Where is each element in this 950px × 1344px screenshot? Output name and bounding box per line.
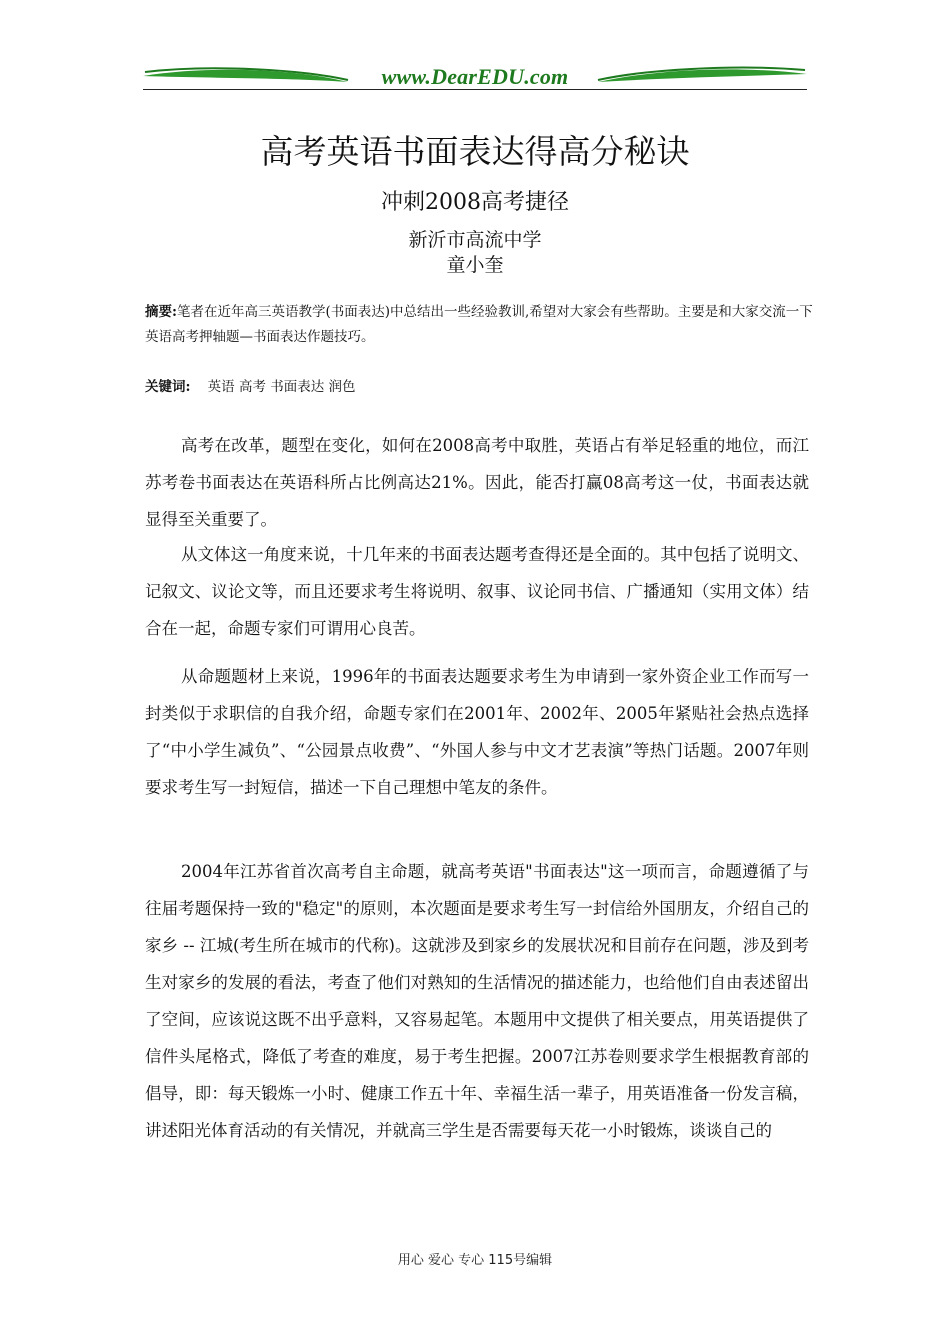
keywords-text: 英语 高考 书面表达 润色 — [207, 379, 356, 395]
header-divider — [143, 89, 807, 90]
keywords-label: 关键词: — [145, 379, 191, 395]
author-name: 童小奎 — [446, 254, 504, 276]
site-url: www.DearEDU.com — [381, 64, 569, 89]
body-paragraph: 从命题题材上来说，1996年的书面表达题要求考生为申请到一家外资企业工作而写一封类似于求职信的自我介绍，命题专家们在2001年、2002年、2005年紧贴社会热点选择了“中小学生减负”、“公园景点收费”、“外国人参与中文才艺表演”等热门话题。2007年则要求考生写一封短信，描述一下自己理想中笔友的条件。 — [145, 667, 809, 797]
body-paragraph: 从文体这一角度来说，十几年来的书面表达题考查得还是全面的。其中包括了说明文、记叙文、议论文等，而且还要求考生将说明、叙事、议论同书信、广播通知（实用文体）结合在一起，命题专家们可谓用心良苦。 — [145, 545, 809, 638]
body-paragraph: 高考在改革，题型在变化，如何在2008高考中取胜，英语占有举足轻重的地位，而江苏考卷书面表达在英语科所占比例高达21%。因此，能否打赢08高考这一仗，书面表达就显得至关重要了。 — [145, 436, 809, 529]
document-subtitle: 冲刺2008高考捷径 — [381, 190, 569, 215]
page-footer: 用心 爱心 专心 115号编辑 — [397, 1253, 553, 1268]
abstract-text: 笔者在近年高三英语教学(书面表达)中总结出一些经验教训,希望对大家会有些帮助。主要是和大家交流一下英语高考押轴题—书面表达作题技巧。 — [145, 304, 813, 345]
author-school: 新沂市高流中学 — [408, 229, 542, 251]
body-paragraph: 2004年江苏省首次高考自主命题，就高考英语"书面表达"这一项而言，命题遵循了与往届考题保持一致的"稳定"的原则，本次题面是要求考生写一封信给外国朋友，介绍自己的家乡 -- 江城(考生所在城市的代称)。这就涉及到家乡的发展状况和目前存在问题，涉及到考生对家乡的发展的看法，考查了他们对熟知的生活情况的描述能力，也给他们自由表述留出了空间，应该说这既不出乎意料，又容易起笔。本题用中文提供了相关要点，用英语提供了信件头尾格式，降低了考查的难度，易于考生把握。2007江苏卷则要求学生根据教育部的倡导，即：每天锻炼一小时、健康工作五十年、幸福生活一辈子，用英语准备一份发言稿，讲述阳光体育活动的有关情况，并就高三学生是否需要每天花一小时锻炼，谈谈自己的 — [145, 862, 809, 1140]
abstract — [145, 300, 820, 350]
abstract-label: 摘要: — [145, 304, 177, 320]
keywords — [145, 375, 805, 395]
document-title: 高考英语书面表达得高分秘诀 — [260, 132, 690, 171]
